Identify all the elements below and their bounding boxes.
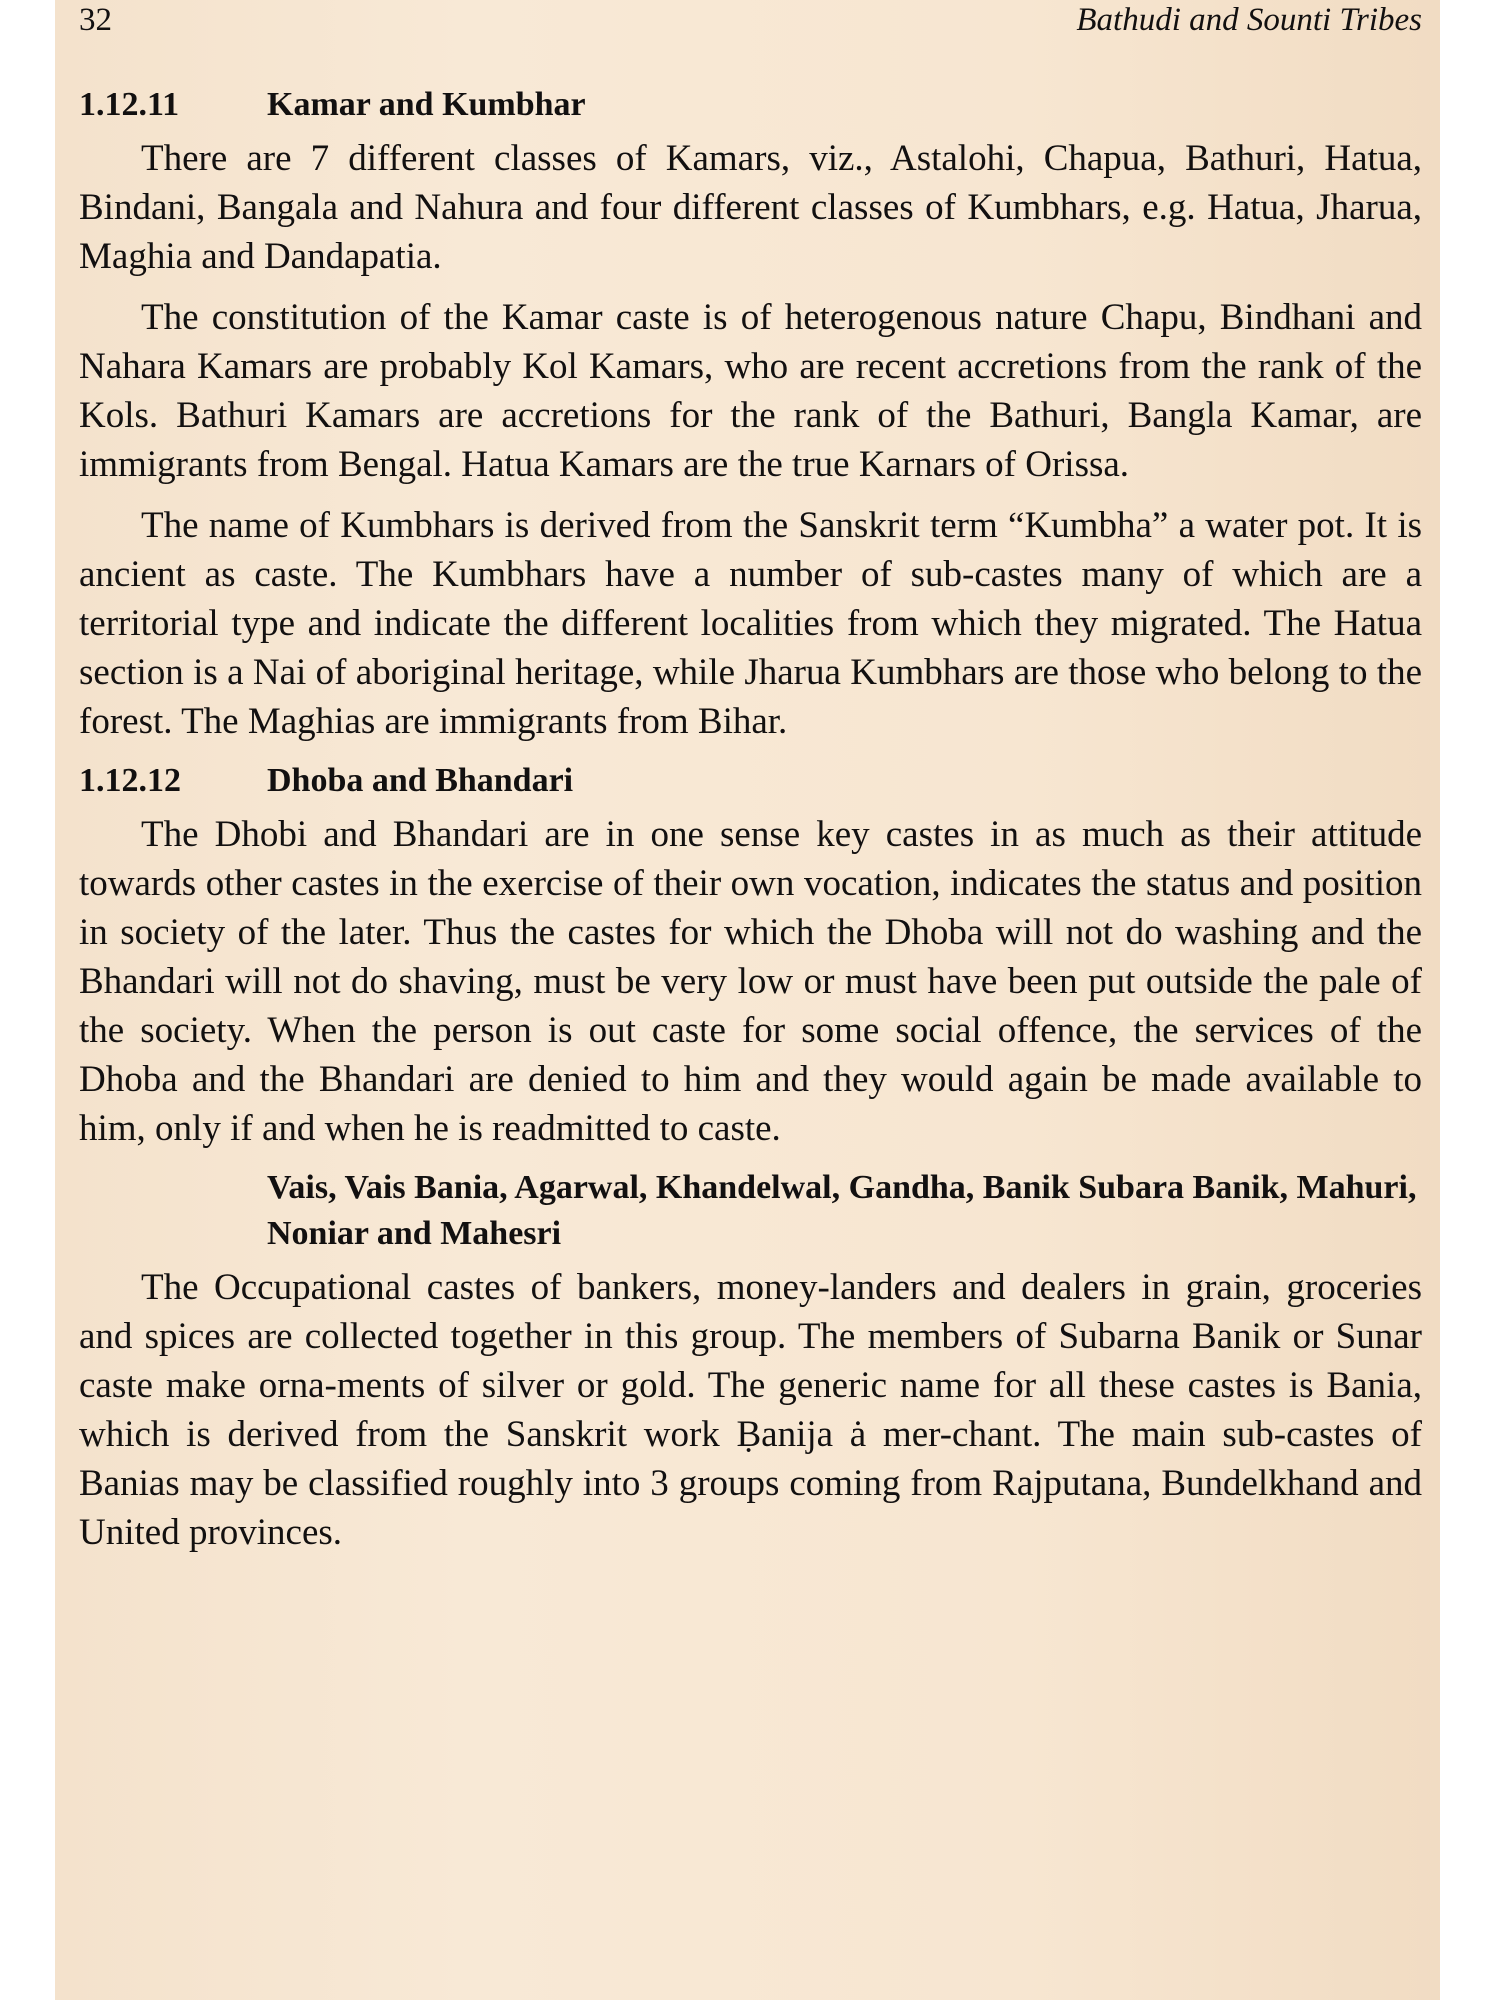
section-number: [79, 1165, 267, 1211]
book-page: [55, 0, 1440, 2000]
section-title: Vais, Vais Bania, Agarwal, Khandelwal, Gandha, Banik Subara Banik, Mahuri, Noniar and Mahesri: [267, 1169, 1417, 1252]
paragraph: The constitution of the Kamar caste is of heterogenous nature Chapu, Bindhani and Nahara Kamars are probably Kol Kamars, who are recent accretions from the rank of the Kols. Bathuri Kamars are accretions for the rank of the Bathuri, Bangla Kamar, are immigrants from Bengal. Hatua Kamars are the true Karnars of Orissa.: [79, 297, 1422, 485]
paragraph: The name of Kumbhars is derived from the Sanskrit term “Kumbha” a water pot. It is ancient as caste. The Kumbhars have a number of sub-castes many of which are a territorial type and indicate the different localities from which they migrated. The Hatua section is a Nai of aboriginal heritage, while Jharua Kumbhars are those who belong to the forest. The Maghias are immigrants from Bihar.: [79, 505, 1422, 742]
section-heading: [79, 1165, 1422, 1257]
running-title: Bathudi and Sounti Tribes: [1076, 2, 1422, 38]
section-number: 1.12.11: [79, 86, 180, 123]
running-head: [79, 2, 1422, 46]
section-heading: [79, 82, 1422, 128]
paragraph: The Occupational castes of bankers, money-landers and dealers in grain, groceries and spices are collected together in this group. The members of Subarna Banik or Sunar caste make orna-ments of silver or gold. The generic name for all these castes is Bania, which is derived from the Sanskrit work Ḅanija ȧ mer-chant. The main sub-castes of Banias may be classified roughly into 3 groups coming from Rajputana, Bundelkhand and United provinces.: [79, 1267, 1422, 1553]
paragraph: The Dhobi and Bhandari are in one sense key castes in as much as their attitude towards other castes in the exercise of their own vocation, indicates the status and position in society of the later. Thus the castes for which the Dhoba will not do washing and the Bhandari will not do shaving, must be very low or must have been put outside the pale of the society. When the person is out caste for some social offence, the services of the Dhoba and the Bhandari are denied to him and they would again be made available to him, only if and when he is readmitted to caste.: [79, 814, 1422, 1149]
body-text: [79, 82, 1422, 1557]
section-heading: [79, 758, 1422, 804]
paragraph: There are 7 different classes of Kamars, viz., Astalohi, Chapua, Bathuri, Hatua, Bindani, Bangala and Nahura and four different classes of Kumbhars, e.g. Hatua, Jharua, Maghia and Dandapatia.: [79, 138, 1422, 277]
section-title: Kamar and Kumbhar: [267, 86, 586, 123]
section-title: Dhoba and Bhandari: [267, 762, 574, 799]
section-number: 1.12.12: [79, 762, 181, 799]
page-number: 32: [79, 2, 112, 38]
